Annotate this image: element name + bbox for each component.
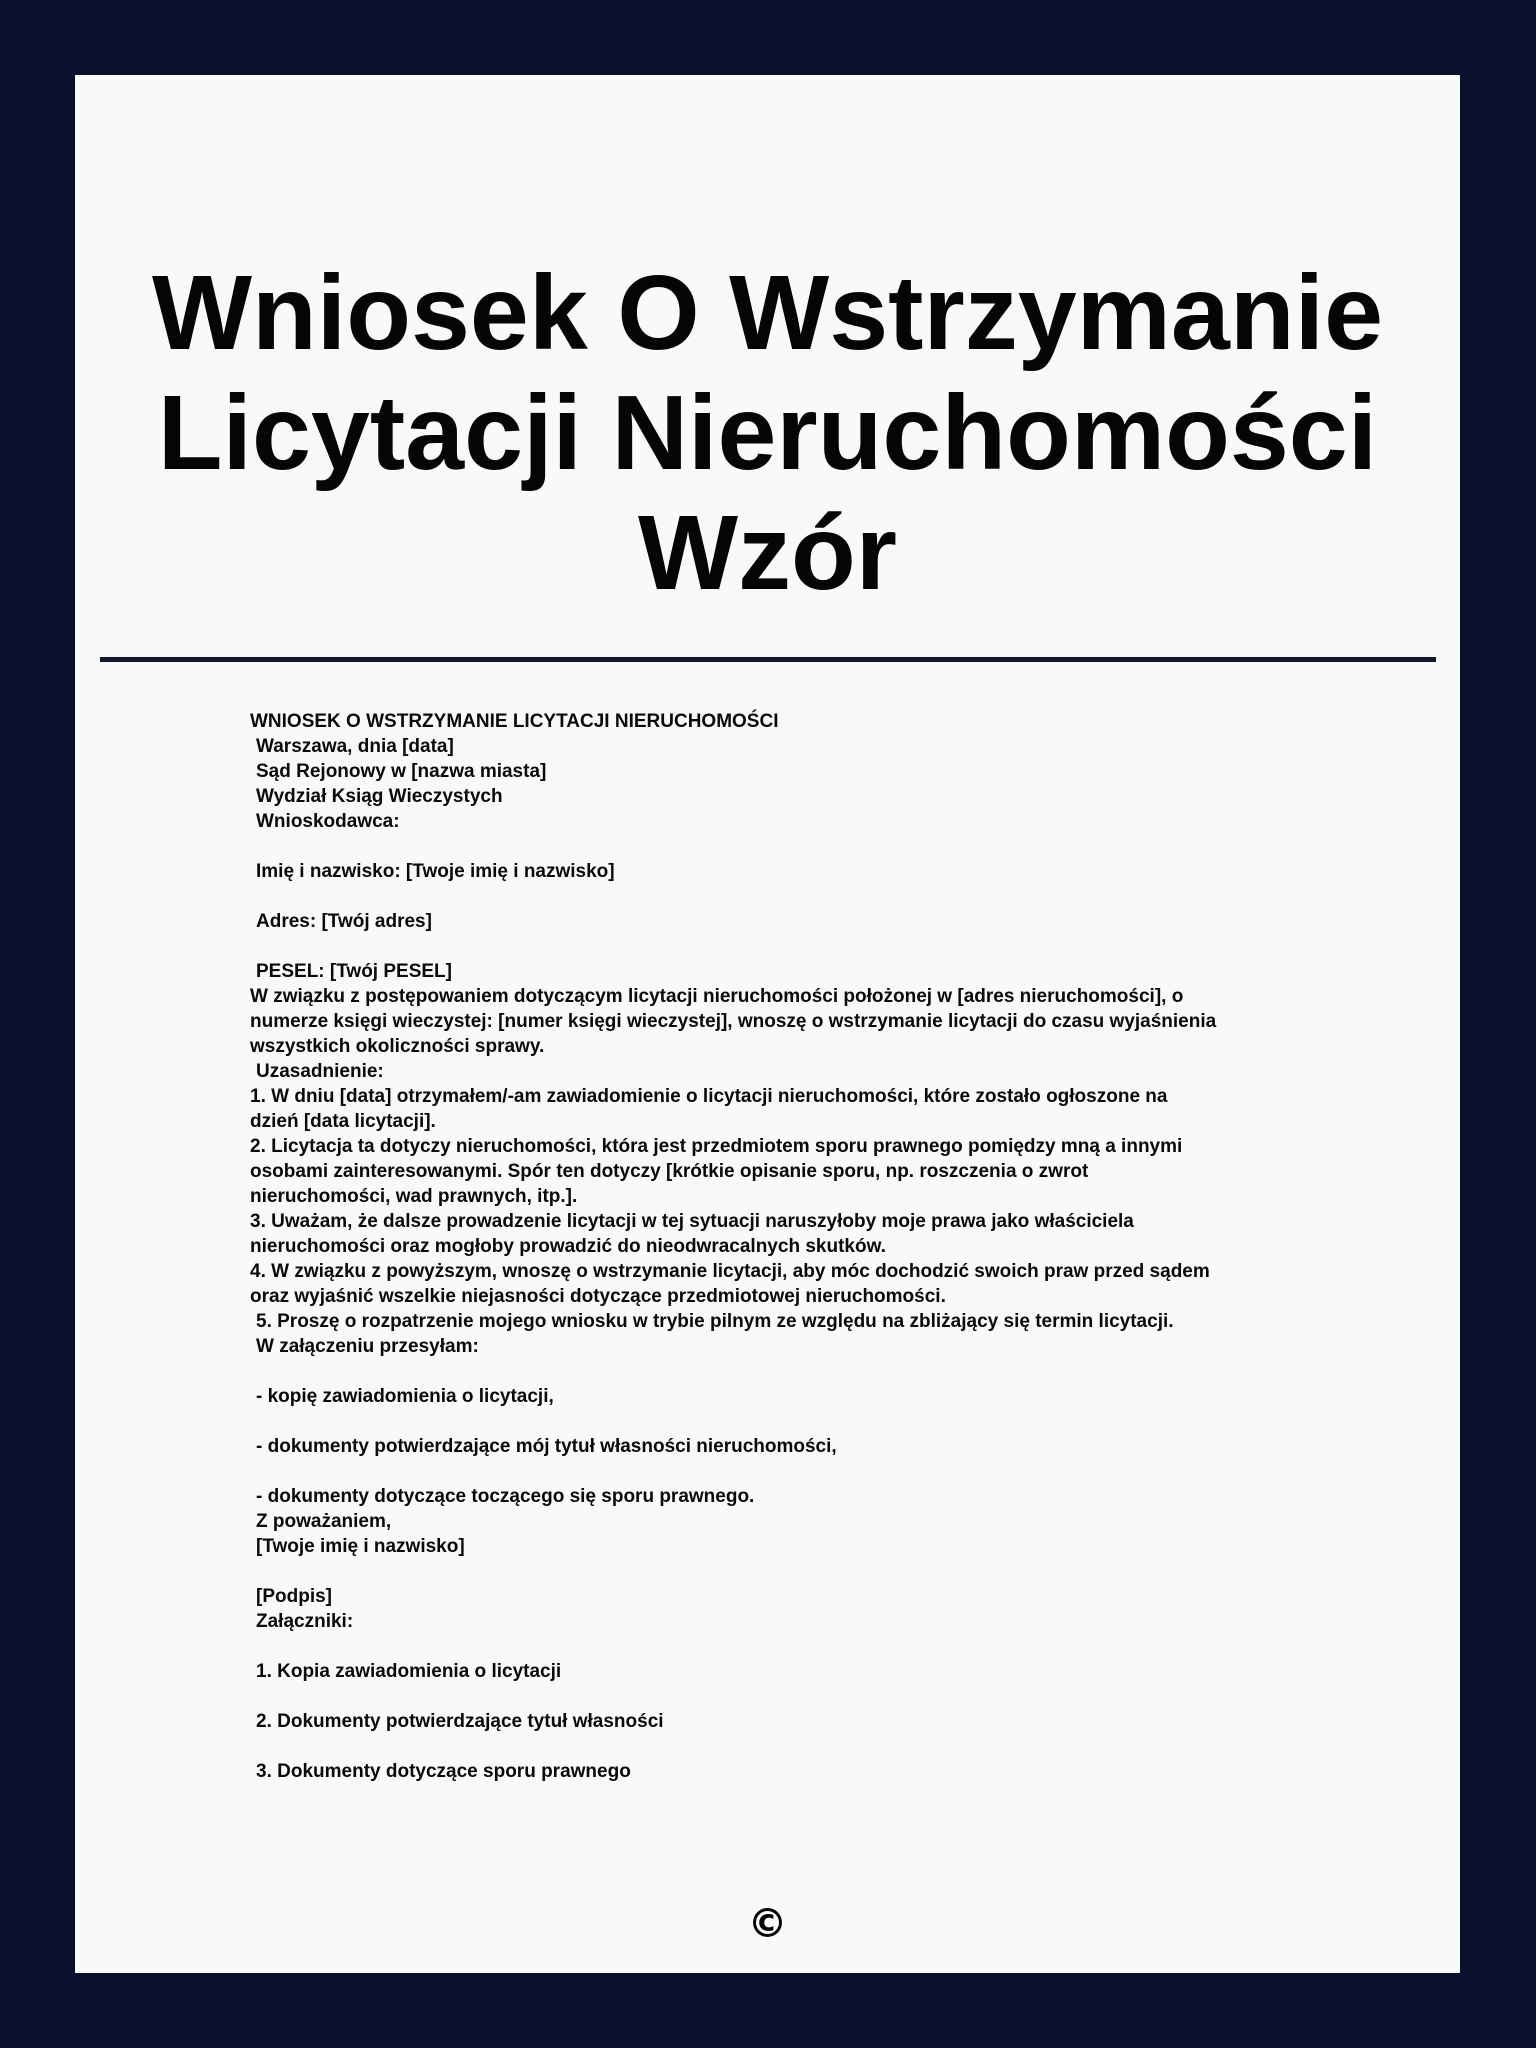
intro-paragraph-line: numerze księgi wieczystej: [numer księgi wieczystej], wnoszę o wstrzymanie licytacji do czasu wyjaśnienia xyxy=(250,1011,1217,1032)
attached-intro: W załączeniu przesyłam: xyxy=(256,1336,479,1357)
attachment-item: 3. Dokumenty dotyczące sporu prawnego xyxy=(256,1761,631,1782)
justification-point-2: osobami zainteresowanymi. Spór ten dotyczy [krótkie opisanie sporu, np. roszczenia o zwrot xyxy=(250,1161,1089,1182)
court-department: Wydział Ksiąg Wieczystych xyxy=(256,786,503,807)
title-line-1: Wniosek O Wstrzymanie xyxy=(151,254,1384,372)
spacer xyxy=(250,1359,1310,1384)
title-divider xyxy=(100,657,1436,662)
applicant-pesel-field: PESEL: [Twój PESEL] xyxy=(256,961,452,982)
document-body xyxy=(250,709,1310,1784)
court-name: Sąd Rejonowy w [nazwa miasta] xyxy=(256,761,547,782)
place-date: Warszawa, dnia [data] xyxy=(256,736,454,757)
justification-point-4: 4. W związku z powyższym, wnoszę o wstrzymanie licytacji, aby móc dochodzić swoich praw przed sądem xyxy=(250,1261,1210,1282)
spacer xyxy=(250,834,1310,859)
spacer xyxy=(250,1634,1310,1659)
signature-name: [Twoje imię i nazwisko] xyxy=(256,1536,465,1557)
spacer xyxy=(250,1459,1310,1484)
justification-point-2: 2. Licytacja ta dotyczy nieruchomości, która jest przedmiotem sporu prawnego pomiędzy mną a innymi xyxy=(250,1136,1183,1157)
copyright-icon: © xyxy=(747,1901,788,1947)
document-page xyxy=(75,75,1460,1973)
spacer xyxy=(250,934,1310,959)
attached-item: - dokumenty dotyczące toczącego się sporu prawnego. xyxy=(256,1486,755,1507)
intro-paragraph-line: wszystkich okoliczności sprawy. xyxy=(250,1036,545,1057)
justification-point-2: nieruchomości, wad prawnych, itp.]. xyxy=(250,1186,578,1207)
spacer xyxy=(250,1684,1310,1709)
spacer xyxy=(250,884,1310,909)
justification-point-3: nieruchomości oraz mogłoby prowadzić do nieodwracalnych skutków. xyxy=(250,1236,886,1257)
attachment-item: 1. Kopia zawiadomienia o licytacji xyxy=(256,1661,562,1682)
document-heading: WNIOSEK O WSTRZYMANIE LICYTACJI NIERUCHOMOŚCI xyxy=(250,711,779,732)
justification-point-5: 5. Proszę o rozpatrzenie mojego wniosku w trybie pilnym ze względu na zbliżający się termin licytacji. xyxy=(256,1311,1174,1332)
attached-item: - dokumenty potwierdzające mój tytuł własności nieruchomości, xyxy=(256,1436,837,1457)
intro-paragraph-line: W związku z postępowaniem dotyczącym licytacji nieruchomości położonej w [adres nieruchomości], o xyxy=(250,986,1184,1007)
spacer xyxy=(250,1559,1310,1584)
justification-label: Uzasadnienie: xyxy=(256,1061,384,1082)
closing-salutation: Z poważaniem, xyxy=(256,1511,392,1532)
signature-placeholder: [Podpis] xyxy=(256,1586,332,1607)
applicant-label: Wnioskodawca: xyxy=(256,811,400,832)
attachments-label: Załączniki: xyxy=(256,1611,354,1632)
justification-point-1: 1. W dniu [data] otrzymałem/-am zawiadomienie o licytacji nieruchomości, które zostało ogłoszone na xyxy=(250,1086,1168,1107)
spacer xyxy=(250,1409,1310,1434)
spacer xyxy=(250,1734,1310,1759)
title-line-3: Wzór xyxy=(637,494,898,612)
justification-point-4: oraz wyjaśnić wszelkie niejasności dotyczące przedmiotowej nieruchomości. xyxy=(250,1286,946,1307)
applicant-name-field: Imię i nazwisko: [Twoje imię i nazwisko] xyxy=(256,861,615,882)
applicant-address-field: Adres: [Twój adres] xyxy=(256,911,432,932)
attached-item: - kopię zawiadomienia o licytacji, xyxy=(256,1386,554,1407)
page-title xyxy=(75,253,1460,613)
title-line-2: Licytacji Nieruchomości xyxy=(157,374,1378,492)
attachment-item: 2. Dokumenty potwierdzające tytuł własności xyxy=(256,1711,664,1732)
justification-point-1: dzień [data licytacji]. xyxy=(250,1111,436,1132)
justification-point-3: 3. Uważam, że dalsze prowadzenie licytacji w tej sytuacji naruszyłoby moje prawa jako właściciela xyxy=(250,1211,1134,1232)
